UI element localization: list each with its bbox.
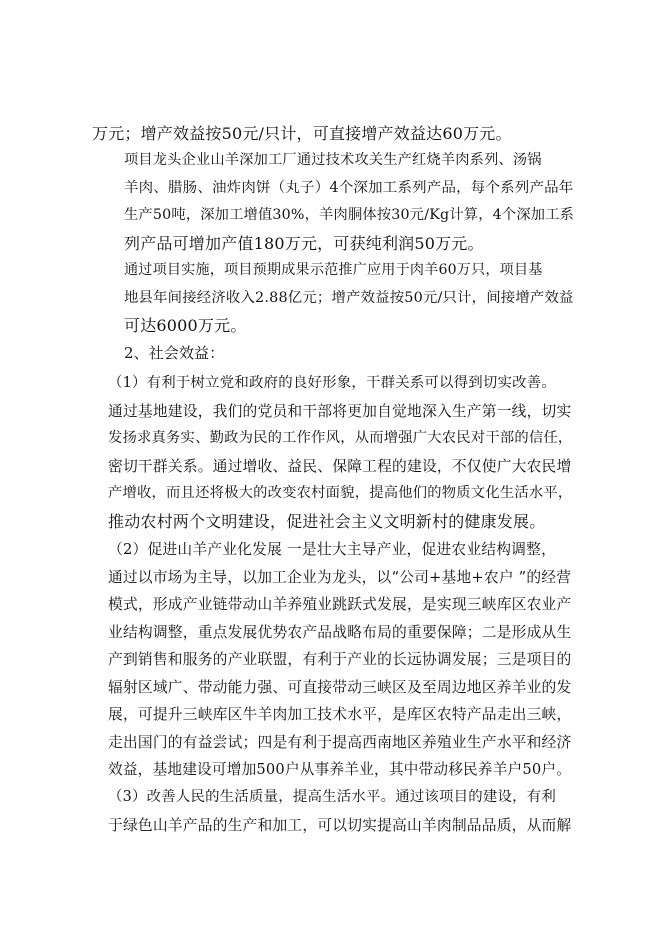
text-line: （2）促进山羊产业化发展 一是壮大主导产业，促进农业结构调整，	[108, 541, 557, 558]
text-line: 效益，基地建设可增加500户从事养羊业，其中带动移民养羊户50户。	[108, 761, 572, 778]
text-line: 推动农村两个文明建设，促进社会主义文明新村的健康发展。	[108, 511, 546, 531]
text-line: 产增收，而且还将极大的改变农村面貌，提高他们的物质文化生活水平，	[108, 485, 573, 501]
text-line: 走出国门的有益尝试；四是有利于提高西南地区养殖业生产水平和经济	[108, 733, 572, 751]
text-line: 2、社会效益：	[124, 344, 225, 362]
text-line: 通过以市场为主导，以加工企业为龙头，以“公司+基地+农户 ”的经营	[108, 568, 572, 586]
paragraph-social-benefit-1	[92, 370, 573, 535]
text-line: 列产品可增加产值180万元，可获纯利润50万元。	[124, 233, 484, 253]
text-line: 通过基地建设，我们的党员和干部将更加自觉地深入生产第一线，切实	[108, 402, 572, 420]
text-line: 羊肉、腊肠、油炸肉饼（丸子）4个深加工系列产品，每个系列产品年	[124, 179, 574, 196]
text-line: 于绿色山羊产品的生产和加工，可以切实提高山羊肉制品品质，从而解	[108, 816, 572, 834]
text-line: 地县年间接经济收入2.88亿元；增产效益按50元/只计，间接增产效益	[124, 289, 574, 306]
text-line: 辐射区域广、带动能力强、可直接带动三峡区及至周边地区养羊业的发	[108, 678, 572, 696]
text-line: 发扬求真务实、勤政为民的工作作风，从而增强广大农民对干部的信任，	[108, 430, 573, 446]
text-line: 项目龙头企业山羊深加工厂通过技术攻关生产红烧羊肉系列、汤锅	[124, 152, 542, 168]
section-heading-social-benefit	[92, 340, 570, 368]
text-line: （3）改善人民的生活质量，提高生活水平。通过该项目的建设，有利	[108, 789, 557, 805]
text-line: 业结构调整，重点发展优势农产品战略布局的重要保障；二是形成从生	[108, 623, 572, 641]
paragraph-processing-plant	[92, 147, 575, 257]
paragraph-project-implementation	[92, 257, 574, 340]
paragraph-economic-benefit-continuation	[92, 120, 570, 148]
text-line: 生产50吨，深加工增值30%，羊肉胴体按30元/Kg计算，4个深加工系	[124, 207, 575, 223]
paragraph-social-benefit-2	[92, 536, 570, 784]
text-line: 可达6000万元。	[124, 316, 247, 335]
text-line: 展，可提升三峡库区牛羊肉加工技术水平，是库区农特产品走出三峡，	[108, 706, 572, 723]
text-line: 密切干群关系。通过增收、益民、保障工程的建设，不仅使广大农民增	[108, 457, 572, 475]
text-line: 产到销售和服务的产业联盟，有利于产业的长远协调发展；三是项目的	[108, 651, 572, 668]
text-line: 万元；增产效益按50元/只计，可直接增产效益达60万元。	[92, 124, 512, 143]
text-line: 通过项目实施，项目预期成果示范推广应用于肉羊60万只，项目基	[124, 262, 543, 278]
paragraph-social-benefit-3	[92, 784, 570, 839]
text-line: 模式，形成产业链带动山羊养殖业跳跃式发展，是实现三峡库区农业产	[108, 596, 572, 613]
text-line: （1）有利于树立党和政府的良好形象，干群关系可以得到切实改善。	[108, 375, 557, 391]
